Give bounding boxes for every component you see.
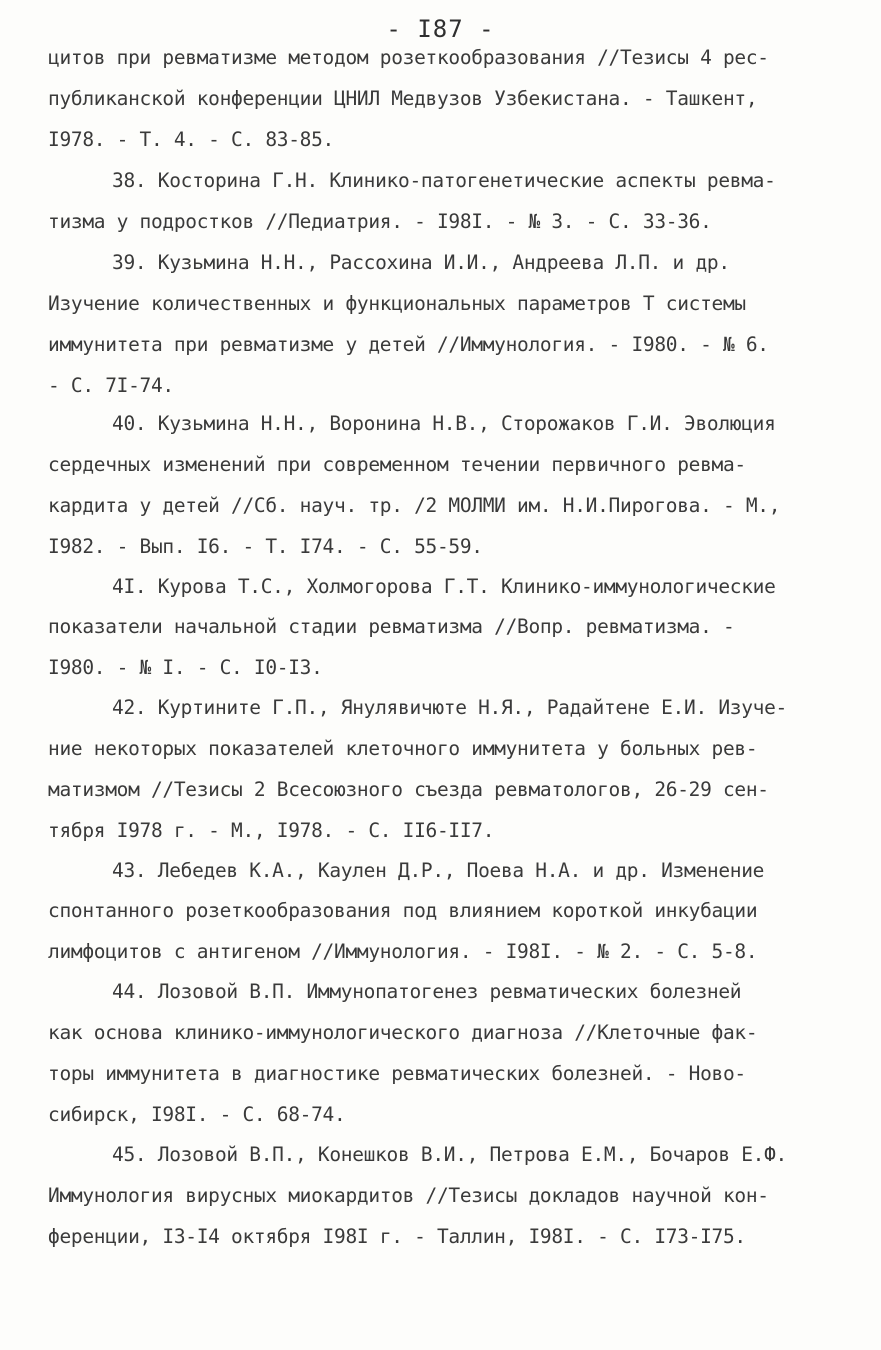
text-line: сибирск, I98I. - С. 68-74. — [48, 1103, 346, 1126]
text-line: I982. - Вып. I6. - Т. I74. - С. 55-59. — [48, 535, 483, 558]
text-line: матизмом //Тезисы 2 Всесоюзного съезда ревматологов, 26-29 сен- — [48, 778, 769, 801]
text-line: торы иммунитета в диагностике ревматических болезней. - Ново- — [48, 1062, 746, 1085]
reference-41-start: 4I. Курова Т.С., Холмогорова Г.Т. Клинико-иммунологические — [112, 575, 776, 598]
text-line: лимфоцитов с антигеном //Иммунология. - I98I. - № 2. - С. 5-8. — [48, 940, 758, 963]
reference-44-start: 44. Лозовой В.П. Иммунопатогенез ревматических болезней — [112, 980, 742, 1003]
reference-42-start: 42. Куртините Г.П., Янулявичюте Н.Я., Радайтене Е.И. Изуче- — [112, 696, 787, 719]
text-line: иммунитета при ревматизме у детей //Иммунология. - I980. - № 6. — [48, 333, 769, 356]
reference-40-start: 40. Кузьмина Н.Н., Воронина Н.В., Сторожаков Г.И. Эволюция — [112, 412, 776, 435]
reference-45-start: 45. Лозовой В.П., Конешков В.И., Петрова Е.М., Бочаров Е.Ф. — [112, 1143, 787, 1166]
reference-38-start: 38. Косторина Г.Н. Клинико-патогенетические аспекты ревма- — [112, 169, 776, 192]
text-line: Изучение количественных и функциональных параметров Т системы — [48, 292, 746, 315]
text-line: публиканской конференции ЦНИЛ Медвузов Узбекистана. - Ташкент, — [48, 87, 758, 110]
page-number: - I87 - — [386, 15, 495, 43]
text-line: ференции, I3-I4 октября I98I г. - Таллин, I98I. - С. I73-I75. — [48, 1225, 746, 1248]
text-line: I978. - Т. 4. - С. 83-85. — [48, 128, 335, 151]
text-line: сердечных изменений при современном течении первичного ревма- — [48, 453, 746, 476]
text-line: Иммунология вирусных миокардитов //Тезисы докладов научной кон- — [48, 1184, 769, 1207]
text-line: как основа клинико-иммунологического диагноза //Клеточные фак- — [48, 1021, 758, 1044]
text-line: I980. - № I. - С. I0-I3. — [48, 656, 323, 679]
text-line: ние некоторых показателей клеточного иммунитета у больных рев- — [48, 737, 758, 760]
text-line: цитов при ревматизме методом розеткообразования //Тезисы 4 рес- — [48, 46, 769, 69]
text-line: показатели начальной стадии ревматизма //Вопр. ревматизма. - — [48, 615, 735, 638]
text-line: тизма у подростков //Педиатрия. - I98I. - № 3. - С. 33-36. — [48, 210, 712, 233]
reference-39-start: 39. Кузьмина Н.Н., Рассохина И.И., Андреева Л.П. и др. — [112, 251, 730, 274]
text-line: кардита у детей //Сб. науч. тр. /2 МОЛМИ им. Н.И.Пирогова. - М., — [48, 494, 781, 517]
text-line: тября I978 г. - М., I978. - С. II6-II7. — [48, 819, 495, 842]
text-line: спонтанного розеткообразования под влиянием короткой инкубации — [48, 899, 758, 922]
text-line: - С. 7I-74. — [48, 374, 174, 397]
reference-43-start: 43. Лебедев К.А., Каулен Д.Р., Поева Н.А. и др. Изменение — [112, 859, 765, 882]
